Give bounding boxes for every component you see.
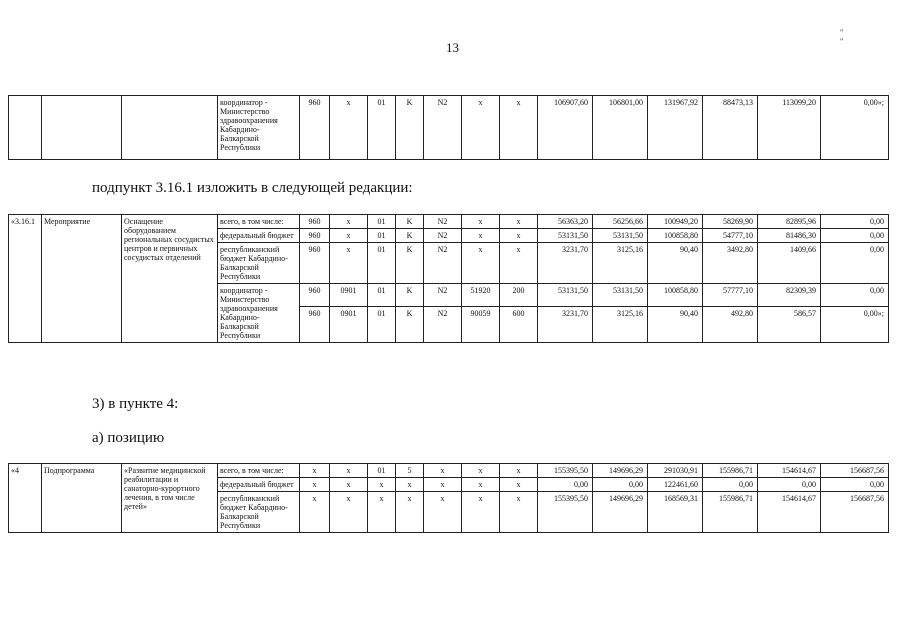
item-number: «3.16.1 — [9, 215, 42, 343]
table-cell: x — [330, 215, 368, 229]
table-cell: 149696,29 — [593, 492, 648, 533]
table-cell: 82309,39 — [758, 284, 821, 307]
table-cell: 0,00 — [821, 284, 889, 307]
table-cell: x — [462, 229, 500, 243]
table-cell: 01 — [368, 243, 396, 284]
source-cell: республиканский бюджет Кабардино-Балкарской Республики — [218, 492, 300, 533]
item-name: Оснащение оборудованием региональных сосудистых центров и первичных сосудистых отделений — [122, 215, 218, 343]
table-cell: 0,00 — [703, 478, 758, 492]
table-cell: x — [368, 478, 396, 492]
table-cell: x — [424, 464, 462, 478]
table-cell: 3125,16 — [593, 243, 648, 284]
table-cell: 57777,10 — [703, 284, 758, 307]
table-cell: x — [500, 229, 538, 243]
item-number: «4 — [9, 464, 42, 533]
table-cell: 155395,50 — [538, 464, 593, 478]
table-cell: x — [330, 243, 368, 284]
table-cell: N2 — [424, 96, 462, 160]
table-cell: 90,40 — [648, 243, 703, 284]
table-cell: x — [330, 478, 368, 492]
table-cell: 01 — [368, 307, 396, 343]
table-cell: N2 — [424, 284, 462, 307]
item-name: «Развитие медицинской реабилитации и санаторно-курортного лечения, в том числе детей» — [122, 464, 218, 533]
table-cell: 1409,66 — [758, 243, 821, 284]
table-cell: 100949,20 — [648, 215, 703, 229]
corner-mark: " " — [840, 28, 874, 46]
table-cell: x — [300, 492, 330, 533]
table-cell — [122, 96, 218, 160]
source-cell: федеральный бюджет — [218, 478, 300, 492]
table-cell: x — [462, 478, 500, 492]
table-cell: x — [462, 96, 500, 160]
table-cell: K — [396, 96, 424, 160]
table-2 — [8, 214, 889, 343]
table-cell: x — [300, 478, 330, 492]
table-cell: x — [330, 229, 368, 243]
table-cell: 200 — [500, 284, 538, 307]
table-cell: 106801,00 — [593, 96, 648, 160]
table-cell: 131967,92 — [648, 96, 703, 160]
table-cell: 0,00»; — [821, 307, 889, 343]
page-number: 13 — [446, 40, 459, 55]
table-cell: 0901 — [330, 307, 368, 343]
table-cell: x — [424, 478, 462, 492]
table-cell: N2 — [424, 243, 462, 284]
table-cell: x — [396, 478, 424, 492]
table-cell: 0,00 — [821, 478, 889, 492]
table-cell: 0,00 — [821, 229, 889, 243]
table-cell: x — [500, 478, 538, 492]
table-cell: x — [462, 492, 500, 533]
table-cell: 149696,29 — [593, 464, 648, 478]
table-cell: 0901 — [330, 284, 368, 307]
table-cell: 53131,50 — [538, 229, 593, 243]
table-cell: координатор - Министерство здравоохранения Кабардино-Балкарской Республики — [218, 96, 300, 160]
table-cell: 53131,50 — [593, 284, 648, 307]
table-cell: x — [330, 492, 368, 533]
table-cell: 960 — [300, 284, 330, 307]
table-cell: 168569,31 — [648, 492, 703, 533]
table-cell: 58269,90 — [703, 215, 758, 229]
table-cell: 5 — [396, 464, 424, 478]
table-cell: N2 — [424, 215, 462, 229]
table-cell: 600 — [500, 307, 538, 343]
table-cell: 960 — [300, 243, 330, 284]
table-cell: 0,00 — [821, 243, 889, 284]
table-cell: 106907,60 — [538, 96, 593, 160]
table-cell: x — [330, 464, 368, 478]
table-cell: x — [300, 464, 330, 478]
table-cell: 100858,80 — [648, 229, 703, 243]
table-cell: x — [500, 215, 538, 229]
table-cell: 154614,67 — [758, 492, 821, 533]
table-cell: 56363,20 — [538, 215, 593, 229]
table-row — [9, 96, 889, 160]
table-cell: 3231,70 — [538, 307, 593, 343]
table-cell: 01 — [368, 96, 396, 160]
table-cell — [9, 96, 42, 160]
table-cell: 01 — [368, 464, 396, 478]
table-cell: K — [396, 307, 424, 343]
table-cell: 88473,13 — [703, 96, 758, 160]
table-cell: 100858,80 — [648, 284, 703, 307]
table-cell: 155986,71 — [703, 492, 758, 533]
table-cell: 960 — [300, 215, 330, 229]
table-cell: 0,00 — [593, 478, 648, 492]
table-cell: 90059 — [462, 307, 500, 343]
table-cell — [42, 96, 122, 160]
table-cell: 01 — [368, 229, 396, 243]
table-cell: x — [462, 464, 500, 478]
source-cell: республиканский бюджет Кабардино-Балкарской Республики — [218, 243, 300, 284]
table-cell: 56256,66 — [593, 215, 648, 229]
table-cell: N2 — [424, 229, 462, 243]
source-cell: всего, в том числе: — [218, 464, 300, 478]
table-cell: 90,40 — [648, 307, 703, 343]
paragraph-3: а) позицию — [92, 430, 165, 446]
table-3 — [8, 463, 889, 533]
paragraph-2: 3) в пункте 4: — [92, 396, 179, 412]
paragraph-1: подпункт 3.16.1 изложить в следующей редакции: — [92, 180, 413, 196]
table-cell: 81486,30 — [758, 229, 821, 243]
table-cell: 156687,56 — [821, 464, 889, 478]
table-cell: 3492,80 — [703, 243, 758, 284]
table-cell: 960 — [300, 307, 330, 343]
table-cell: x — [500, 464, 538, 478]
table-cell: x — [500, 96, 538, 160]
table-cell: 0,00 — [821, 215, 889, 229]
table-cell: 155986,71 — [703, 464, 758, 478]
table-cell: 122461,60 — [648, 478, 703, 492]
table-cell: 960 — [300, 229, 330, 243]
table-cell: 01 — [368, 215, 396, 229]
table-cell: 113099,20 — [758, 96, 821, 160]
source-cell: всего, в том числе: — [218, 215, 300, 229]
table-cell: 3125,16 — [593, 307, 648, 343]
table-cell: 291030,91 — [648, 464, 703, 478]
table-cell: 54777,10 — [703, 229, 758, 243]
table-cell: x — [368, 492, 396, 533]
table-cell: N2 — [424, 307, 462, 343]
table-cell: 0,00 — [538, 478, 593, 492]
table-cell: 154614,67 — [758, 464, 821, 478]
table-cell: x — [462, 215, 500, 229]
table-row — [9, 464, 889, 478]
table-cell: x — [424, 492, 462, 533]
table-cell: 0,00 — [758, 478, 821, 492]
table-cell: K — [396, 215, 424, 229]
table-cell: 51920 — [462, 284, 500, 307]
table-cell: K — [396, 284, 424, 307]
table-cell: 53131,50 — [538, 284, 593, 307]
table-cell: 53131,50 — [593, 229, 648, 243]
table-cell: 82895,96 — [758, 215, 821, 229]
table-cell: x — [500, 243, 538, 284]
table-cell: 01 — [368, 284, 396, 307]
table-cell: 155395,50 — [538, 492, 593, 533]
table-cell: x — [500, 492, 538, 533]
table-1 — [8, 95, 889, 160]
table-cell: x — [330, 96, 368, 160]
item-kind: Подпрограмма — [42, 464, 122, 533]
source-cell: координатор - Министерство здравоохранения Кабардино-Балкарской Республики — [218, 284, 300, 343]
source-cell: федеральный бюджет — [218, 229, 300, 243]
table-row — [9, 215, 889, 229]
table-cell: 492,80 — [703, 307, 758, 343]
table-cell: x — [462, 243, 500, 284]
table-cell: 3231,70 — [538, 243, 593, 284]
table-cell: K — [396, 243, 424, 284]
table-cell: x — [396, 492, 424, 533]
table-cell: 156687,56 — [821, 492, 889, 533]
table-cell: K — [396, 229, 424, 243]
table-cell: 586,57 — [758, 307, 821, 343]
table-cell: 960 — [300, 96, 330, 160]
table-cell: 0,00»; — [821, 96, 889, 160]
item-kind: Мероприятие — [42, 215, 122, 343]
